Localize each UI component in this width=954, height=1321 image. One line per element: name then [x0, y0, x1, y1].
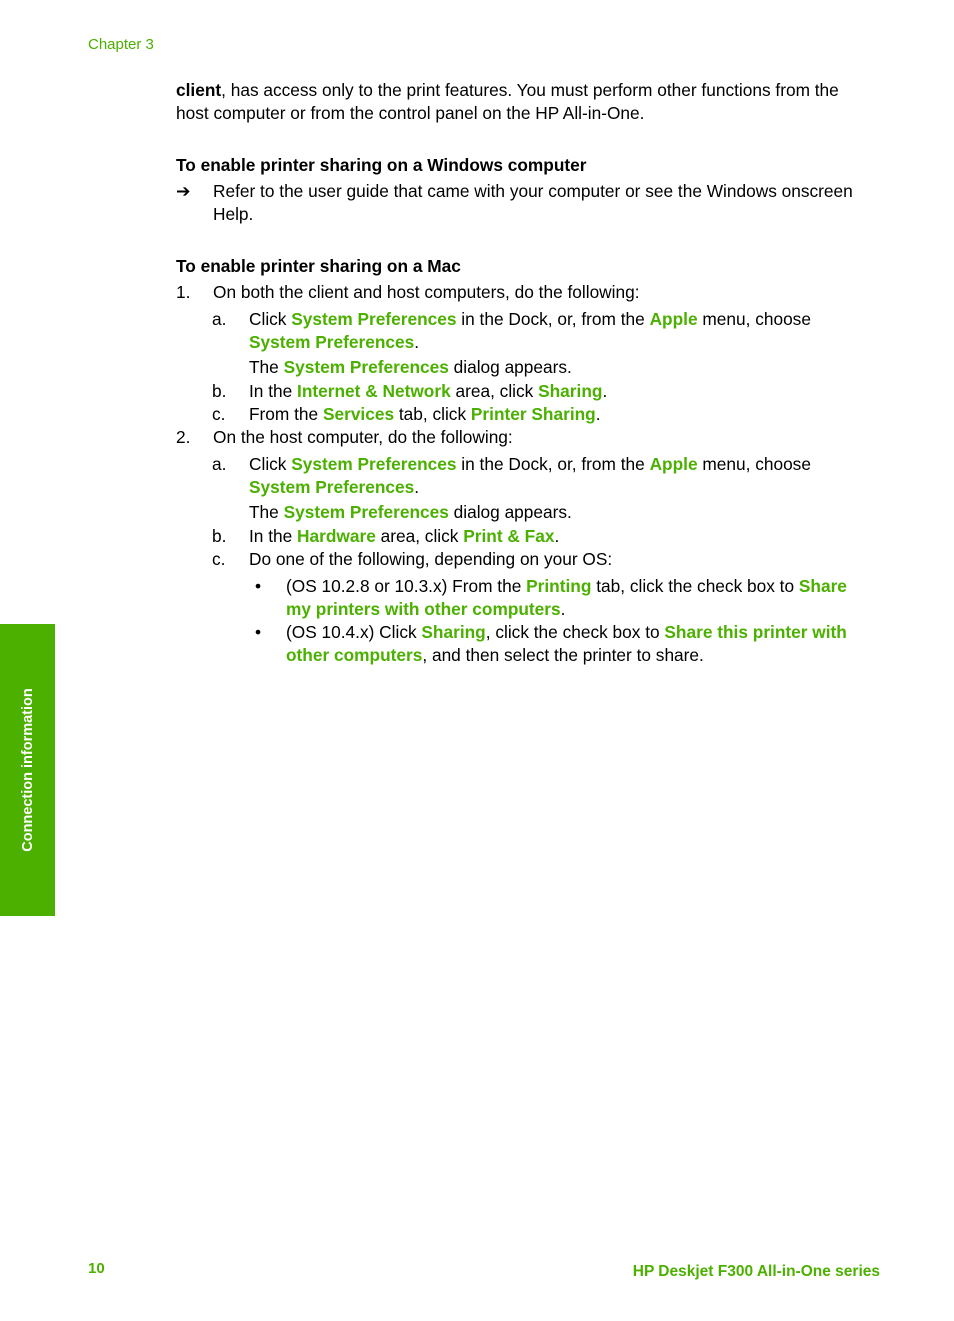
mac-step-1c: c. From the Services tab, click Printer Sharing.: [212, 404, 601, 424]
mac-step-2a: a. Click System Preferences in the Dock, or, from the Apple menu, choose System Preferences.: [212, 454, 811, 497]
arrow-icon: ➔: [176, 181, 191, 201]
substep-label: c.: [212, 549, 226, 569]
step-number: 1.: [176, 282, 191, 302]
mac-heading: To enable printer sharing on a Mac: [176, 256, 461, 276]
substep-label: a.: [212, 454, 227, 474]
windows-instruction: ➔ Refer to the user guide that came with your computer or see the Windows onscreen Help.: [176, 181, 853, 224]
page-number: 10: [88, 1260, 105, 1277]
mac-step-2c: c. Do one of the following, depending on your OS:: [212, 549, 613, 569]
section-side-tab: [0, 624, 55, 916]
footer-title: HP Deskjet F300 All-in-One series: [632, 1263, 880, 1280]
page-content: [176, 79, 876, 667]
mac-step-2b: b. In the Hardware area, click Print & Fax.: [212, 526, 560, 546]
mac-step-1: 1. On both the client and host computers, do the following:: [176, 282, 640, 302]
bullet-icon: •: [255, 576, 262, 596]
windows-heading: To enable printer sharing on a Windows computer: [176, 155, 587, 175]
intro-paragraph: client, has access only to the print features. You must perform other functions from the host computer or from the control panel on the HP All-in-One.: [176, 80, 839, 123]
mac-step-1b: b. In the Internet & Network area, click Sharing.: [212, 381, 608, 401]
mac-step-1a: a. Click System Preferences in the Dock, or, from the Apple menu, choose System Preferences.: [212, 309, 811, 352]
substep-label: c.: [212, 404, 226, 424]
substep-label: a.: [212, 309, 227, 329]
substep-label: b.: [212, 381, 227, 401]
mac-step-1a-note: The System Preferences dialog appears.: [249, 357, 572, 377]
mac-step-2a-note: The System Preferences dialog appears.: [249, 502, 572, 522]
os-option-bullet: • (OS 10.2.8 or 10.3.x) From the Printing tab, click the check box to Share my printers with other computers.: [255, 576, 847, 619]
step-number: 2.: [176, 427, 191, 447]
mac-step-2: 2. On the host computer, do the following:: [176, 427, 513, 447]
bullet-icon: •: [255, 622, 262, 642]
intro-bold-term: client: [176, 80, 222, 100]
os-option-bullet: • (OS 10.4.x) Click Sharing, click the check box to Share this printer with other computers, and then select the printer to share.: [255, 622, 847, 665]
side-tab-label: Connection information: [19, 688, 36, 852]
substep-label: b.: [212, 526, 227, 546]
chapter-label: Chapter 3: [88, 36, 154, 53]
